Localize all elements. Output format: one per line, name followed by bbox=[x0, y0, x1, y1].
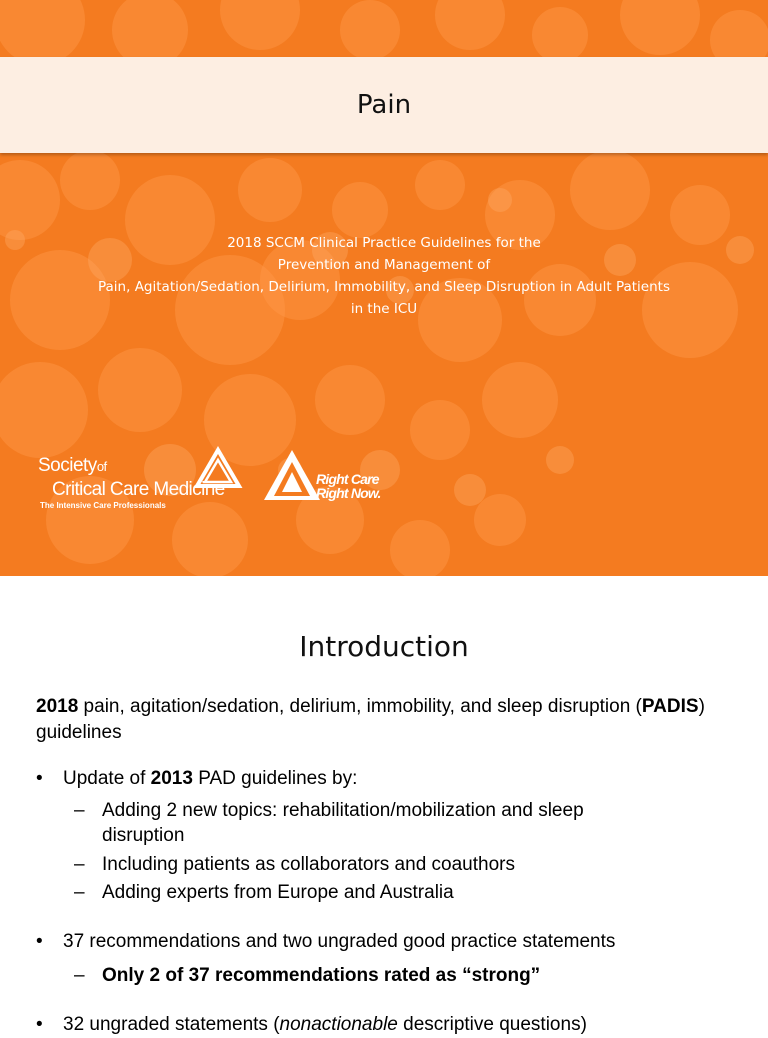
sccm-logo-name: Critical Care Medicine bbox=[52, 479, 225, 500]
intro-text-end: ) guidelines bbox=[36, 696, 705, 743]
sccm-logo-of: of bbox=[96, 459, 107, 474]
sccm-triangle-icon bbox=[195, 448, 241, 488]
rcrn-line1: Right Care bbox=[316, 471, 379, 487]
sub-bullet-strong: Only 2 of 37 recommendations rated as “strong” bbox=[102, 965, 541, 986]
sub-bullet-experts: Adding experts from Europe and Australia bbox=[102, 882, 454, 903]
padis-acronym: PADIS bbox=[641, 696, 699, 717]
rcrn-line2: Right Now. bbox=[316, 485, 381, 501]
bullet-year: 2013 bbox=[150, 768, 193, 789]
bullet-icon: • bbox=[36, 1014, 43, 1035]
intro-paragraph bbox=[36, 694, 736, 746]
bullet-text: descriptive questions) bbox=[397, 1014, 587, 1035]
right-care-right-now-logo bbox=[262, 448, 392, 508]
intro-text: pain, agitation/sedation, delirium, immobility, and sleep disruption ( bbox=[78, 696, 642, 717]
dash-icon: – bbox=[74, 854, 85, 875]
bullet-recommendations: 37 recommendations and two ungraded good practice statements bbox=[63, 931, 616, 952]
sub-bullet-patients: Including patients as collaborators and coauthors bbox=[102, 854, 515, 875]
rcrn-mountain-icon bbox=[262, 448, 322, 504]
slide-title: Introduction bbox=[299, 630, 469, 663]
bullet-icon: • bbox=[36, 931, 43, 952]
intro-year: 2018 bbox=[36, 696, 79, 717]
bullet-text: Update of bbox=[63, 768, 151, 789]
introduction-slide bbox=[0, 576, 768, 1035]
bullet-text: PAD guidelines by: bbox=[192, 768, 358, 789]
subtitle-line: Pain, Agitation/Sedation, Delirium, Immobility, and Sleep Disruption in Adult Patients bbox=[98, 279, 670, 295]
sub-bullet-topics: Adding 2 new topics: rehabilitation/mobilization and sleep bbox=[102, 800, 584, 821]
sub-bullet-topics-cont: disruption bbox=[102, 825, 185, 846]
bullet-ungraded bbox=[63, 1012, 587, 1038]
subtitle-line: Prevention and Management of bbox=[277, 257, 491, 273]
guideline-subtitle bbox=[40, 232, 728, 320]
dash-icon: – bbox=[74, 800, 85, 821]
dash-icon: – bbox=[74, 965, 85, 986]
subtitle-line: 2018 SCCM Clinical Practice Guidelines for the bbox=[227, 235, 541, 251]
sccm-logo-tagline: The Intensive Care Professionals bbox=[40, 501, 166, 510]
title-band bbox=[0, 57, 768, 153]
bullet-italic: nonactionable bbox=[279, 1014, 398, 1035]
bullet-update bbox=[63, 766, 357, 792]
slide-title: Pain bbox=[356, 90, 412, 120]
sccm-logo-society: Society bbox=[38, 455, 97, 476]
bullet-text: 32 ungraded statements ( bbox=[63, 1014, 280, 1035]
subtitle-line: in the ICU bbox=[350, 301, 418, 317]
dash-icon: – bbox=[74, 882, 85, 903]
bullet-icon: • bbox=[36, 768, 43, 789]
